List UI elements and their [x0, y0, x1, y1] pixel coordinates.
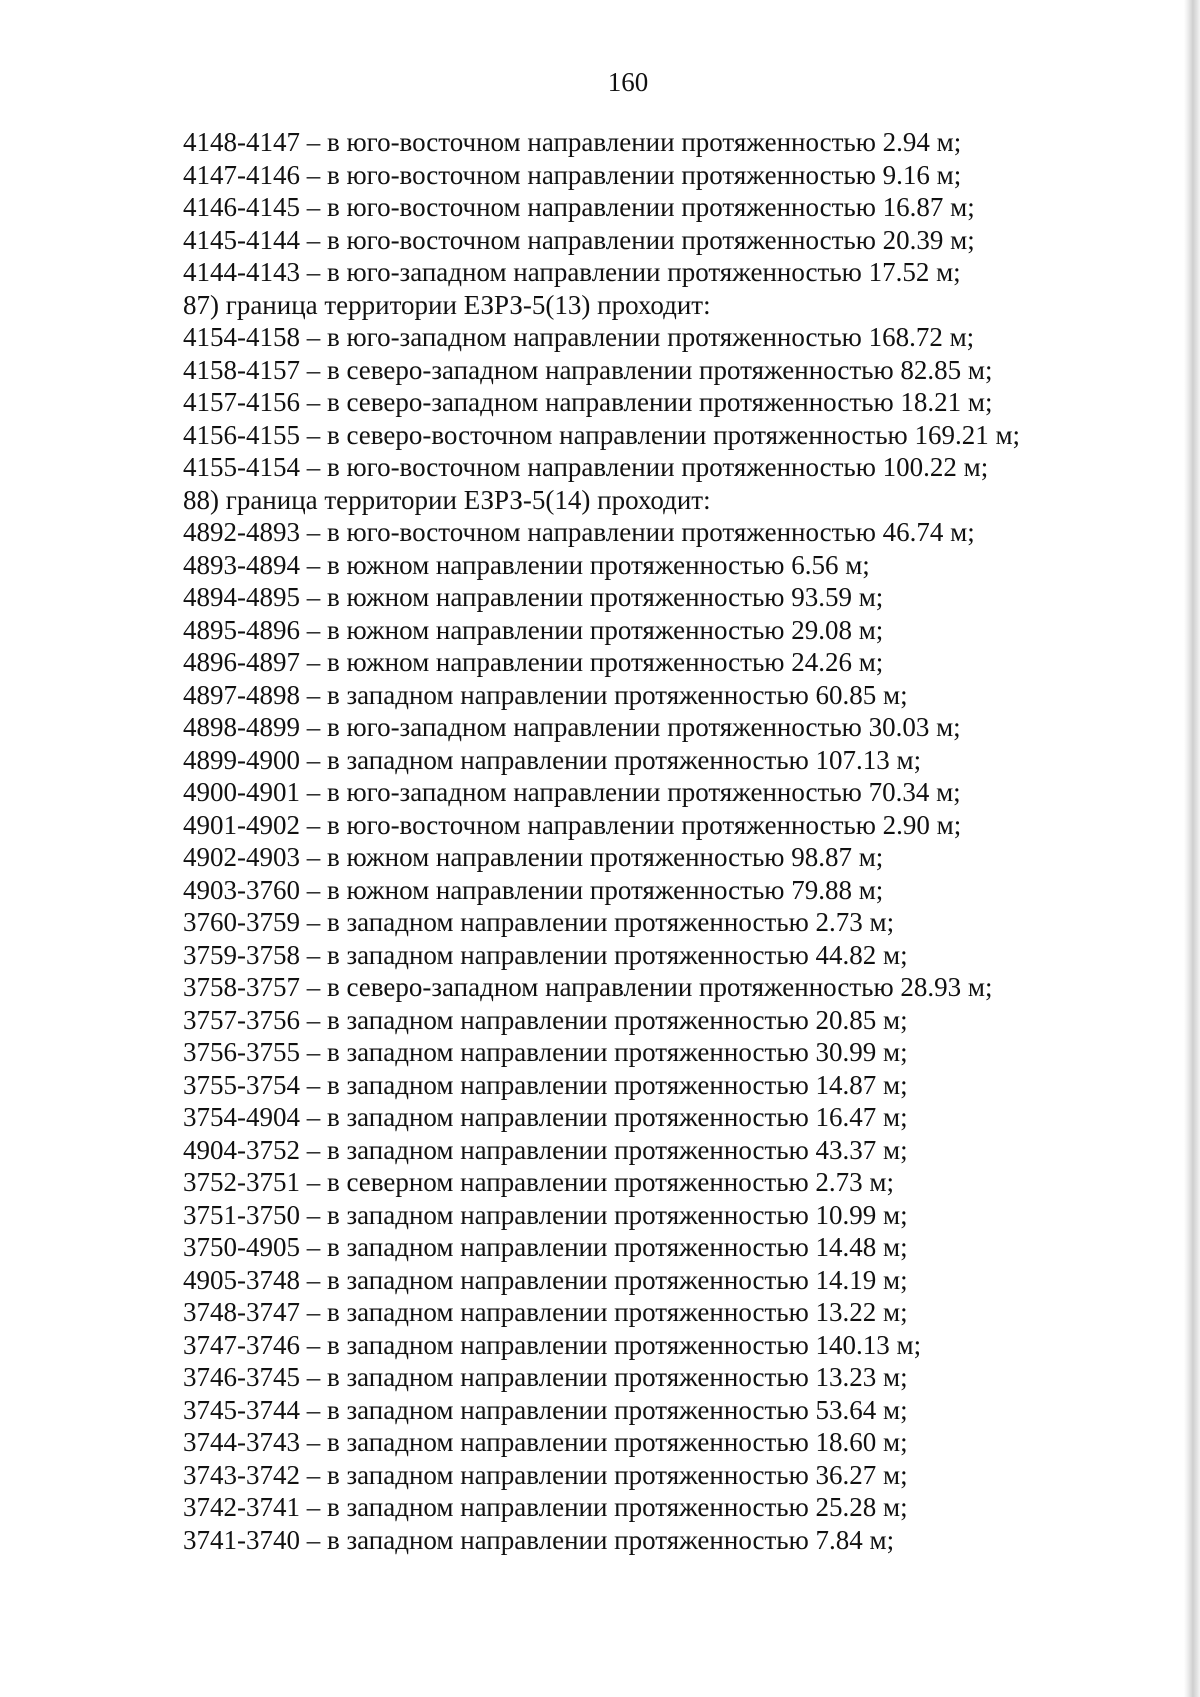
boundary-segment-line: 4901-4902 – в юго-восточном направлении протяженностью 2.90 м; [183, 809, 962, 840]
boundary-segment-line: 3754-4904 – в западном направлении протяженностью 16.47 м; [183, 1102, 908, 1132]
boundary-segment-line: 4894-4895 – в южном направлении протяженностью 93.59 м; [183, 582, 884, 612]
boundary-segment-line: 3743-3742 – в западном направлении протяженностью 36.27 м; [183, 1459, 908, 1490]
boundary-segment-line: 4899-4900 – в западном направлении протяженностью 107.13 м; [183, 744, 922, 775]
boundary-segment-line: 4904-3752 – в западном направлении протяженностью 43.37 м; [183, 1134, 908, 1165]
boundary-segment-line: 3744-3743 – в западном направлении протяженностью 18.60 м; [183, 1427, 908, 1457]
boundary-segment-line: 4144-4143 – в юго-западном направлении протяженностью 17.52 м; [183, 257, 961, 287]
boundary-description-list [183, 126, 1020, 1556]
boundary-segment-line: 4145-4144 – в юго-восточном направлении протяженностью 20.39 м; [183, 224, 975, 255]
boundary-segment-line: 4148-4147 – в юго-восточном направлении протяженностью 2.94 м; [183, 127, 962, 157]
boundary-segment-line: 4898-4899 – в юго-западном направлении протяженностью 30.03 м; [183, 712, 961, 742]
boundary-segment-line: 4900-4901 – в юго-западном направлении протяженностью 70.34 м; [183, 777, 961, 807]
boundary-segment-line: 4156-4155 – в северо-восточном направлении протяженностью 169.21 м; [183, 419, 1021, 450]
boundary-segment-line: 3756-3755 – в западном направлении протяженностью 30.99 м; [183, 1037, 908, 1067]
boundary-segment-line: 4902-4903 – в южном направлении протяженностью 98.87 м; [183, 842, 884, 872]
boundary-segment-line: 4154-4158 – в юго-западном направлении протяженностью 168.72 м; [183, 322, 975, 352]
boundary-segment-line: 87) граница территории ЕЗРЗ-5(13) проходит: [183, 289, 711, 320]
boundary-segment-line: 3747-3746 – в западном направлении протяженностью 140.13 м; [183, 1329, 922, 1360]
boundary-segment-line: 4897-4898 – в западном направлении протяженностью 60.85 м; [183, 679, 908, 710]
scan-edge-shadow [1184, 0, 1200, 1697]
boundary-segment-line: 3742-3741 – в западном направлении протяженностью 25.28 м; [183, 1492, 908, 1522]
boundary-segment-line: 3748-3747 – в западном направлении протяженностью 13.22 м; [183, 1297, 908, 1327]
boundary-segment-line: 3751-3750 – в западном направлении протяженностью 10.99 м; [183, 1199, 908, 1230]
boundary-segment-line: 4892-4893 – в юго-восточном направлении протяженностью 46.74 м; [183, 517, 975, 547]
boundary-segment-line: 4155-4154 – в юго-восточном направлении протяженностью 100.22 м; [183, 452, 989, 482]
boundary-segment-line: 4895-4896 – в южном направлении протяженностью 29.08 м; [183, 614, 884, 645]
page-number: 160 [607, 67, 649, 97]
boundary-segment-line: 4893-4894 – в южном направлении протяженностью 6.56 м; [183, 549, 870, 580]
boundary-segment-line: 4905-3748 – в западном направлении протяженностью 14.19 м; [183, 1264, 908, 1295]
boundary-segment-line: 3745-3744 – в западном направлении протяженностью 53.64 м; [183, 1394, 908, 1425]
boundary-segment-line: 3750-4905 – в западном направлении протяженностью 14.48 м; [183, 1232, 908, 1262]
boundary-segment-line: 3752-3751 – в северном направлении протяженностью 2.73 м; [183, 1167, 895, 1197]
boundary-segment-line: 3755-3754 – в западном направлении протяженностью 14.87 м; [183, 1069, 908, 1100]
boundary-segment-line: 3746-3745 – в западном направлении протяженностью 13.23 м; [183, 1362, 908, 1392]
boundary-segment-line: 4896-4897 – в южном направлении протяженностью 24.26 м; [183, 647, 884, 677]
boundary-segment-line: 4903-3760 – в южном направлении протяженностью 79.88 м; [183, 874, 884, 905]
boundary-segment-line: 88) граница территории ЕЗРЗ-5(14) проходит: [183, 484, 711, 515]
boundary-segment-line: 3741-3740 – в западном направлении протяженностью 7.84 м; [183, 1524, 895, 1555]
boundary-segment-line: 4147-4146 – в юго-восточном направлении протяженностью 9.16 м; [183, 159, 962, 190]
boundary-segment-line: 4158-4157 – в северо-западном направлении протяженностью 82.85 м; [183, 354, 993, 385]
boundary-segment-line: 3757-3756 – в западном направлении протяженностью 20.85 м; [183, 1004, 908, 1035]
boundary-segment-line: 3758-3757 – в северо-западном направлении протяженностью 28.93 м; [183, 972, 993, 1002]
boundary-segment-line: 3759-3758 – в западном направлении протяженностью 44.82 м; [183, 939, 908, 970]
boundary-segment-line: 4157-4156 – в северо-западном направлении протяженностью 18.21 м; [183, 387, 993, 417]
boundary-segment-line: 4146-4145 – в юго-восточном направлении протяженностью 16.87 м; [183, 192, 975, 222]
boundary-segment-line: 3760-3759 – в западном направлении протяженностью 2.73 м; [183, 907, 895, 937]
